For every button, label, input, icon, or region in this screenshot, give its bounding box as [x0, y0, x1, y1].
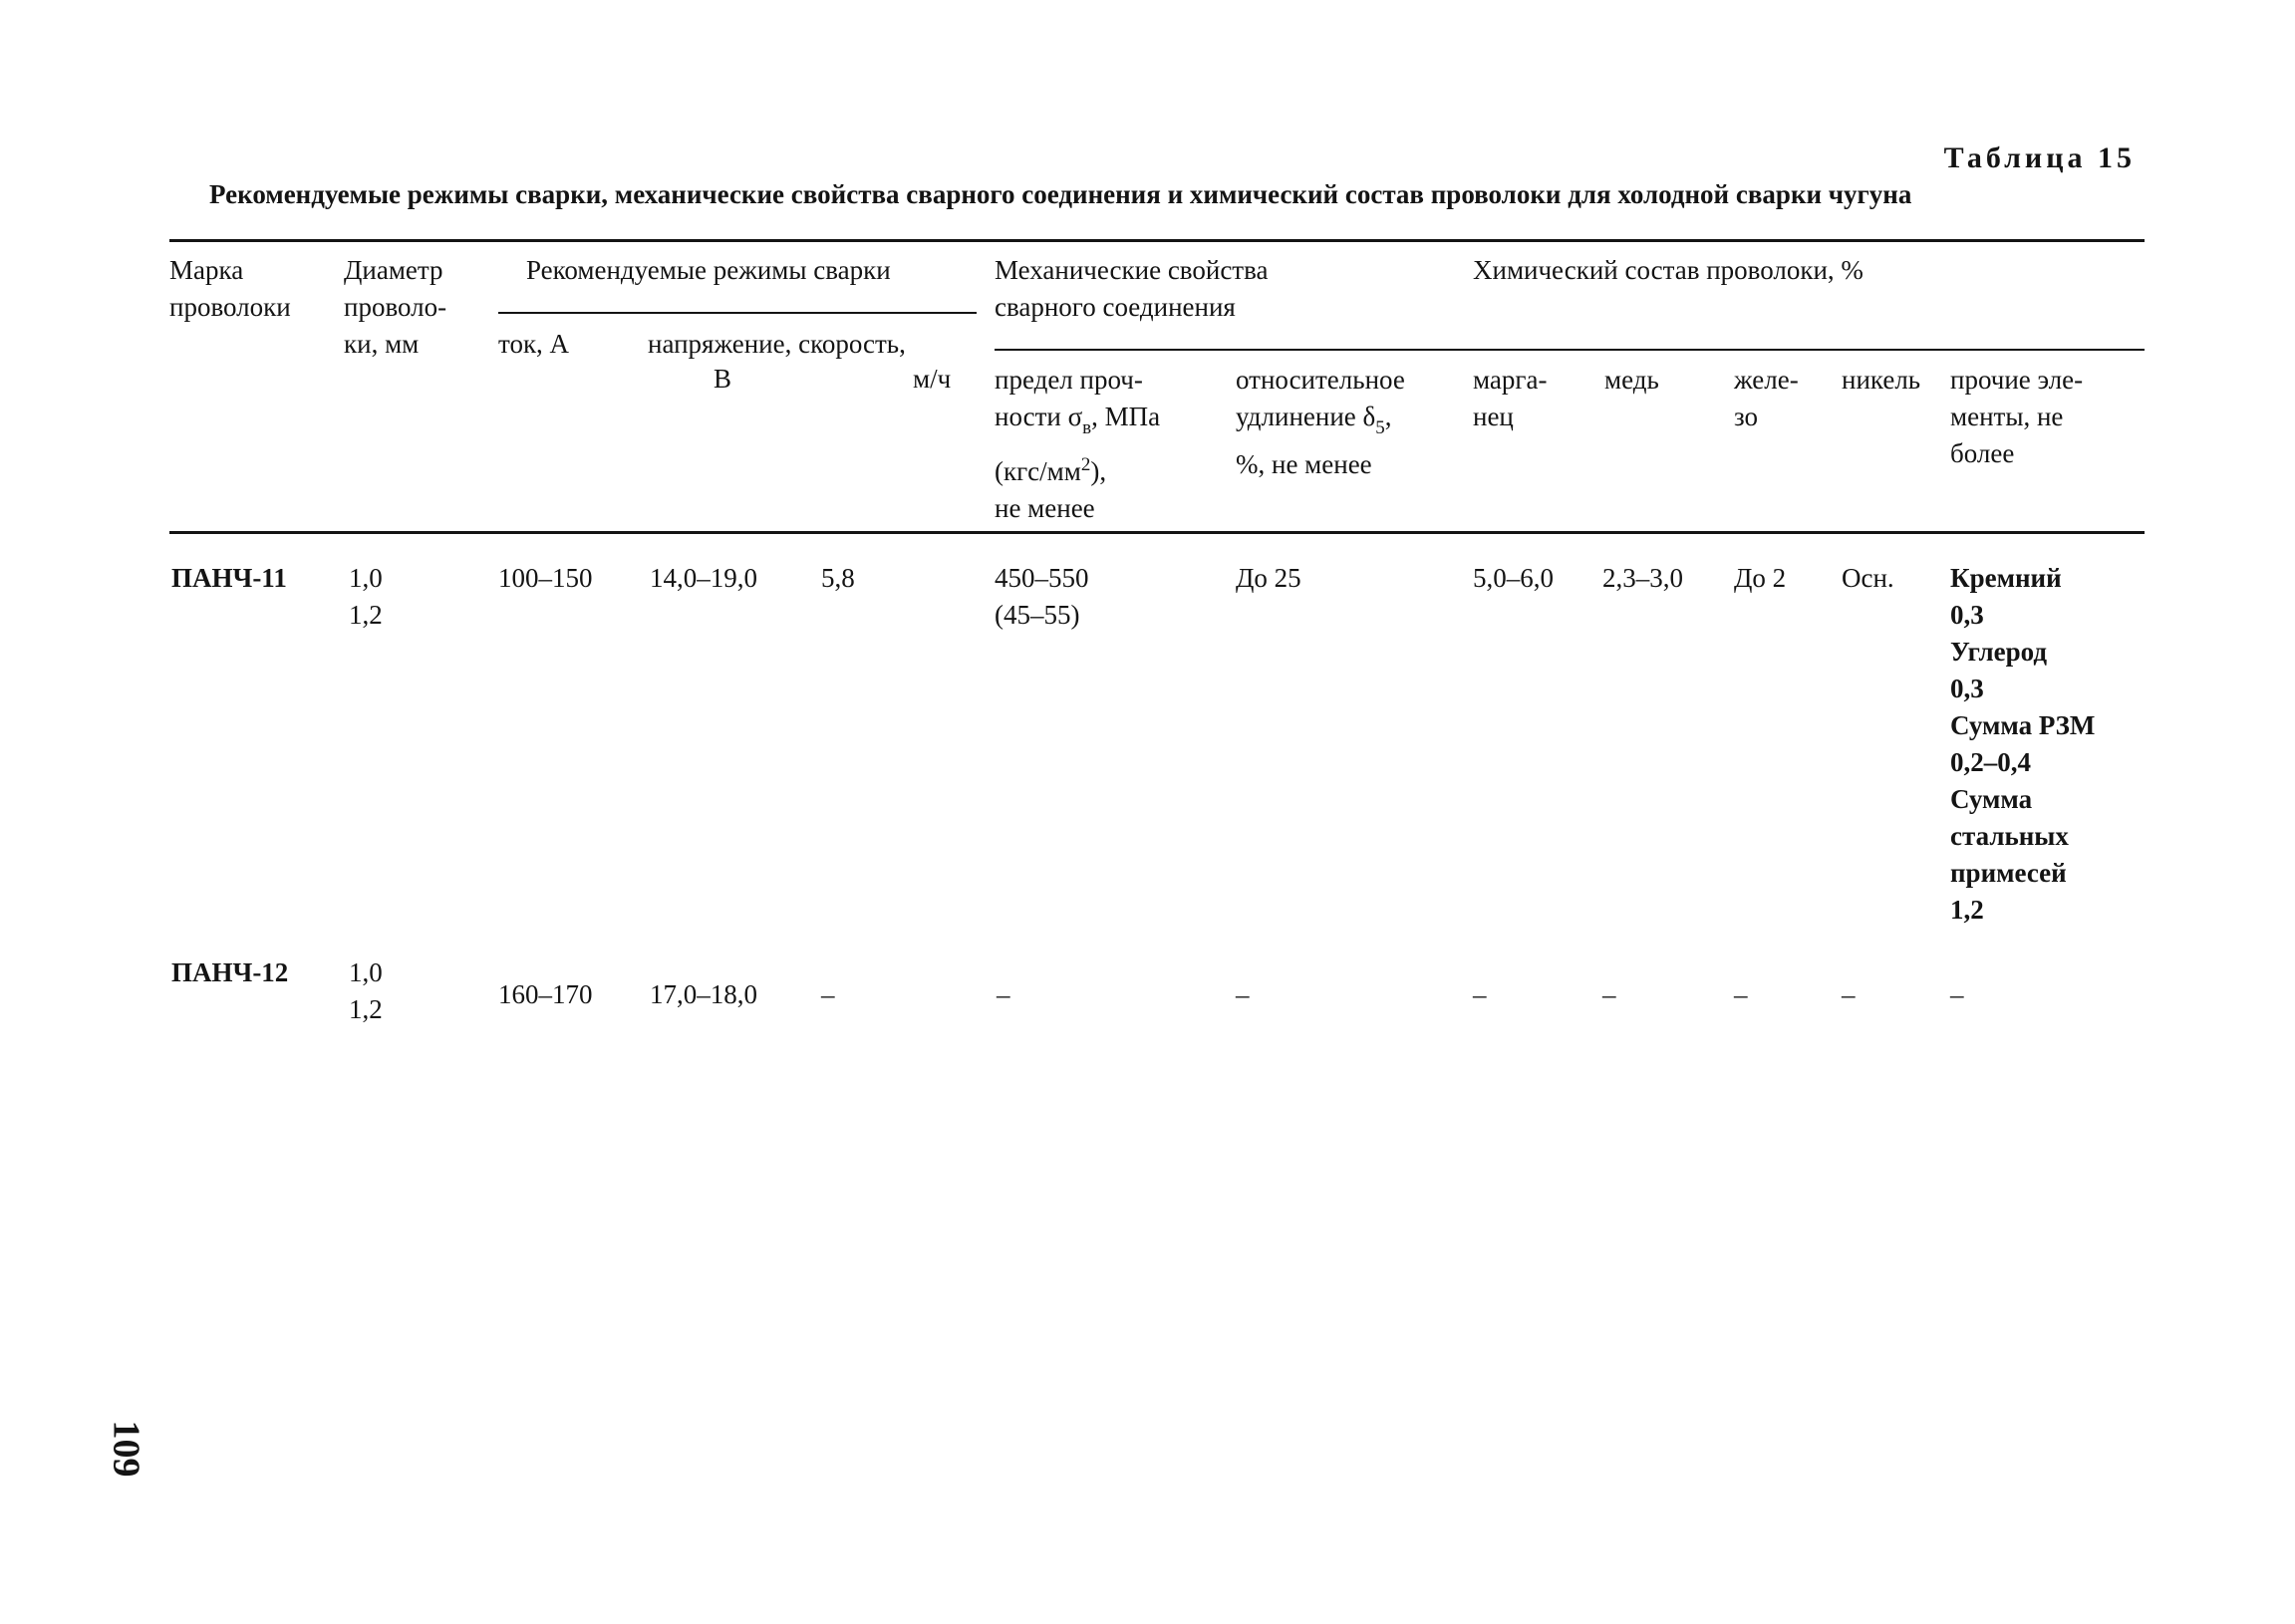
row1-other-item: Углерод [1950, 637, 2048, 667]
row2-nickel: – [1842, 979, 1856, 1009]
row1-voltage: 14,0–19,0 [650, 563, 757, 593]
header-current: ток, А [498, 329, 570, 359]
header-other [1950, 362, 2083, 472]
header-wire-brand-line: проволоки [169, 292, 291, 322]
header-diameter-line: Диаметр [344, 255, 443, 285]
header-other-line: более [1950, 438, 2015, 468]
header-strength-kgs: (кгс/мм [995, 456, 1081, 486]
header-manganese [1473, 362, 1547, 435]
header-elongation-delta: удлинение δ [1236, 402, 1376, 431]
row1-nickel: Осн. [1842, 563, 1894, 593]
header-wire-brand-line: Марка [169, 255, 244, 285]
row1-other-item: 0,3 [1950, 600, 1984, 630]
row2-manganese: – [1473, 979, 1487, 1009]
header-manganese-line: марга- [1473, 365, 1548, 395]
row1-manganese: 5,0–6,0 [1473, 563, 1554, 593]
header-strength-line: не менее [995, 493, 1095, 523]
header-mechanical [995, 252, 1268, 326]
row1-copper: 2,3–3,0 [1602, 563, 1683, 593]
table-top-rule [169, 239, 2145, 242]
row1-other-item: Сумма РЗМ [1950, 710, 2096, 740]
header-elongation-comma: , [1384, 402, 1392, 431]
header-elongation-line: относительное [1236, 365, 1405, 395]
row2-brand: ПАНЧ-12 [171, 957, 289, 987]
header-diameter-line: проволо- [344, 292, 447, 322]
row2-strength: – [997, 979, 1010, 1009]
header-strength [995, 362, 1160, 527]
row2-diameter-value: 1,2 [349, 994, 383, 1024]
row1-strength-value: 450–550 [995, 563, 1089, 593]
header-elongation-line [1236, 399, 1405, 446]
header-strength-close: ), [1090, 456, 1107, 486]
row1-current: 100–150 [498, 563, 593, 593]
row2-copper: – [1602, 979, 1616, 1009]
row2-speed: – [821, 979, 835, 1009]
table-title: Рекомендуемые режимы сварки, механические свойства сварного соединения и химический состав проволоки для холодной сварки чугуна [209, 179, 1912, 209]
subgroup-rule [995, 349, 2145, 351]
row2-elongation: – [1236, 979, 1250, 1009]
row1-other [1950, 560, 2095, 929]
table-number: Таблица 15 [1943, 141, 2136, 174]
header-elongation-line: %, не менее [1236, 449, 1372, 479]
row1-other-item: 1,2 [1950, 895, 1984, 925]
header-voltage-speed: напряжение, скорость, [648, 329, 906, 359]
header-nickel: никель [1842, 365, 1921, 395]
row1-diameter [349, 560, 383, 634]
header-mechanical-line: Механические свойства [995, 255, 1269, 285]
row1-strength-value: (45–55) [995, 600, 1080, 630]
header-other-line: прочие эле- [1950, 365, 2084, 395]
header-voltage-unit: В [714, 364, 732, 394]
header-elongation-sub: 5 [1375, 417, 1385, 438]
header-welding-modes: Рекомендуемые режимы сварки [526, 255, 891, 285]
row1-other-item: Сумма [1950, 784, 2033, 814]
row1-iron: До 2 [1734, 563, 1787, 593]
row2-current: 160–170 [498, 979, 593, 1009]
header-mechanical-line: сварного соединения [995, 292, 1236, 322]
row2-other: – [1950, 979, 1964, 1009]
row1-other-item: 0,3 [1950, 674, 1984, 703]
header-chemical: Химический состав проволоки, % [1473, 255, 1864, 285]
row2-diameter [349, 954, 383, 1028]
row1-other-item: стальных [1950, 821, 2069, 851]
header-strength-line [995, 446, 1160, 490]
row2-iron: – [1734, 979, 1748, 1009]
row2-diameter-value: 1,0 [349, 957, 383, 987]
header-strength-unit: , МПа [1091, 402, 1161, 431]
header-strength-line: предел проч- [995, 365, 1143, 395]
header-copper: медь [1604, 365, 1659, 395]
row1-speed: 5,8 [821, 563, 855, 593]
row1-strength [995, 560, 1089, 634]
header-strength-sigma: ности σ [995, 402, 1083, 431]
header-strength-sub: в [1082, 417, 1092, 438]
row1-other-item: примесей [1950, 858, 2067, 888]
row1-other-item: Кремний [1950, 563, 2062, 593]
header-diameter [344, 252, 446, 363]
header-manganese-line: нец [1473, 402, 1514, 431]
row1-elongation: До 25 [1236, 563, 1301, 593]
page-number: 109 [105, 1420, 147, 1478]
header-strength-sup: 2 [1080, 454, 1091, 475]
row1-brand: ПАНЧ-11 [171, 563, 287, 593]
header-strength-line [995, 399, 1160, 446]
header-iron-line: зо [1734, 402, 1759, 431]
header-speed-unit: м/ч [913, 364, 952, 394]
header-iron-line: желе- [1734, 365, 1799, 395]
row1-diameter-value: 1,2 [349, 600, 383, 630]
header-other-line: менты, не [1950, 402, 2064, 431]
row2-voltage: 17,0–18,0 [650, 979, 757, 1009]
header-elongation [1236, 362, 1405, 483]
header-diameter-line: ки, мм [344, 329, 420, 359]
welding-modes-rule [498, 312, 977, 314]
header-wire-brand [169, 252, 291, 326]
header-bottom-rule [169, 531, 2145, 534]
row1-other-item: 0,2–0,4 [1950, 747, 2031, 777]
header-iron [1734, 362, 1799, 435]
row1-diameter-value: 1,0 [349, 563, 383, 593]
